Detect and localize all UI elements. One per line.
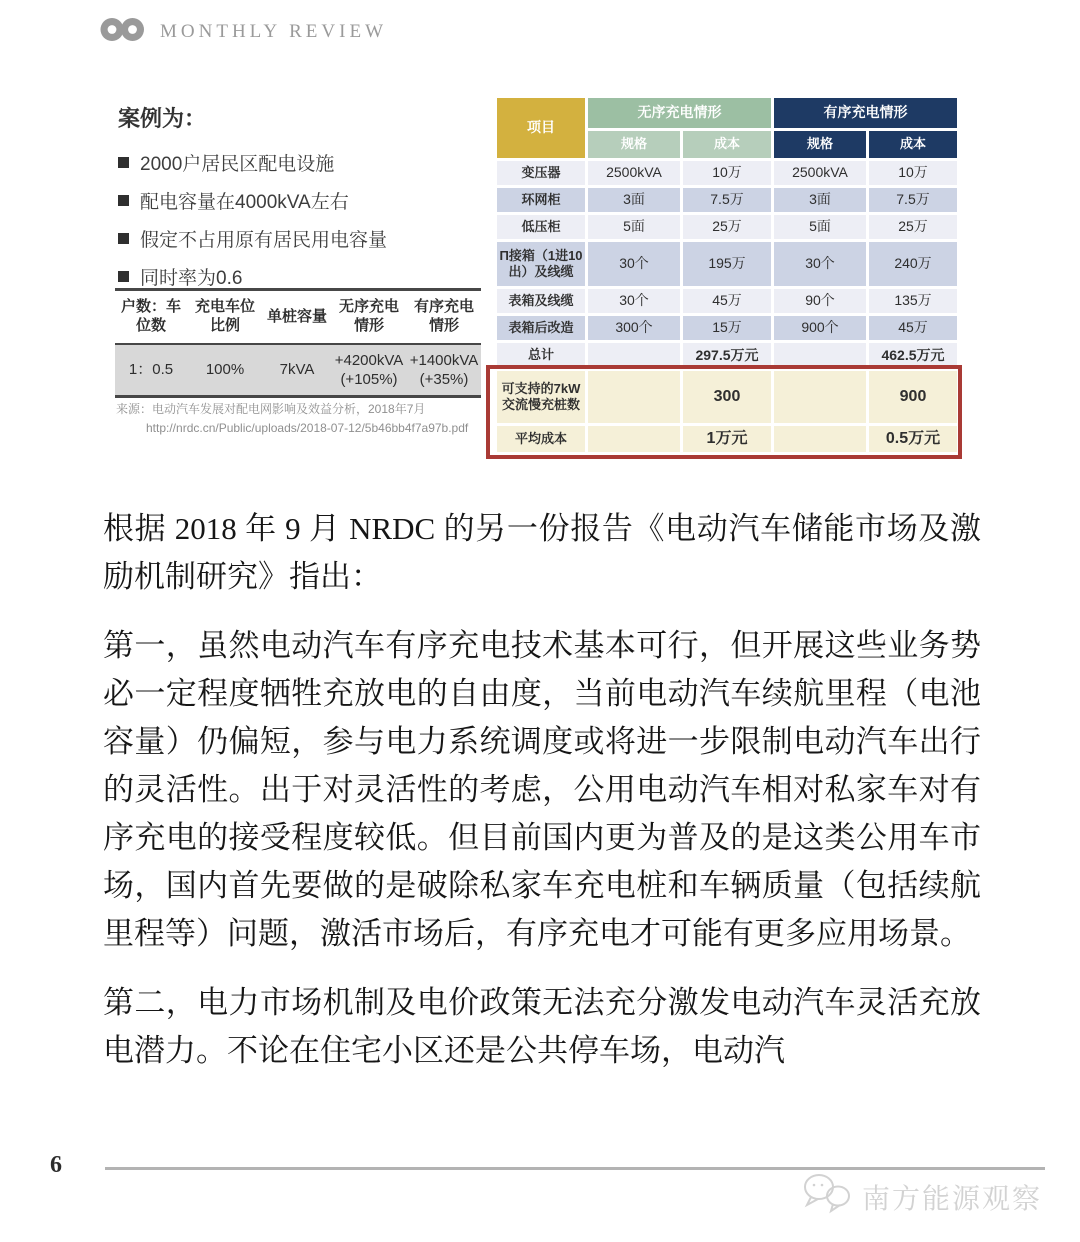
table-cell: 195万 (683, 242, 771, 286)
row-label-highlight: 可支持的7kW交流慢充桩数 (497, 371, 585, 423)
list-item (118, 149, 488, 176)
table-cell-highlight: 1万元 (683, 426, 771, 452)
row-label: 变压器 (497, 161, 585, 185)
chat-bubbles-logo-icon (800, 1172, 854, 1221)
masthead (100, 16, 387, 48)
column-header: 单桩容量 (266, 307, 327, 325)
table-cell: 2500kVA (588, 161, 680, 185)
case-panel (118, 102, 488, 301)
table-cell: 45万 (683, 289, 771, 313)
column-header: 有序充电情形 (413, 298, 474, 334)
case-title: 案例为： (118, 106, 207, 131)
bullet-text: 同时率为0.6 (140, 268, 243, 289)
table-cell: 90个 (774, 289, 866, 313)
table-cell: 100% (187, 345, 263, 395)
table-cell (774, 371, 866, 423)
table-cell-highlight: 900 (869, 371, 957, 423)
bullet-text: 配电容量在4000kVA左右 (140, 192, 349, 213)
co-rings-logo-icon (100, 16, 146, 48)
table-cell: 1：0.5 (115, 345, 187, 395)
source-line: 来源：电动汽车发展对配电网影响及效益分析，2018年7月 (116, 402, 426, 416)
column-group-ordered: 有序充电情形 (774, 98, 957, 128)
table-cell: 45万 (869, 316, 957, 340)
table-cell: 240万 (869, 242, 957, 286)
list-item (118, 187, 488, 214)
table-row (115, 345, 481, 395)
cost-comparison-table (497, 98, 957, 452)
watermark-text: 南方能源观察 (861, 1182, 1042, 1214)
table-cell (774, 426, 866, 452)
footer-divider (105, 1167, 1045, 1170)
list-item (118, 263, 488, 290)
table-cell: 30个 (588, 242, 680, 286)
table-cell: 30个 (588, 289, 680, 313)
row-label: 环网柜 (497, 188, 585, 212)
table-cell-highlight: 0.5万元 (869, 426, 957, 452)
paragraph: 第二，电力市场机制及电价政策无法充分激发电动汽车灵活充放电潜力。不论在住宅小区还是公共停车场，电动汽 (103, 985, 981, 1068)
table-cell: 15万 (683, 316, 771, 340)
bullet-square-icon (118, 271, 129, 282)
table-cell: 7kVA (263, 345, 331, 395)
row-label-highlight: 平均成本 (497, 426, 585, 452)
list-item (118, 225, 488, 252)
brand-title: MONTHLY REVIEW (160, 21, 387, 42)
table-cell (588, 371, 680, 423)
table-cell-highlight: 300 (683, 371, 771, 423)
column-header: 充电车位比例 (194, 298, 255, 334)
case-assumption-table (115, 288, 481, 398)
table-cell: 2500kVA (774, 161, 866, 185)
row-label: Π接箱（1进10出）及线缆 (497, 242, 585, 286)
column-group-unordered: 无序充电情形 (588, 98, 771, 128)
paragraph: 第一，虽然电动汽车有序充电技术基本可行，但开展这些业务势必一定程度牺牲充放电的自由度，当前电动汽车续航里程（电池容量）仍偏短，参与电力系统调度或将进一步限制电动汽车出行的灵活性。出于对灵活性的考虑，公用电动汽车相对私家车对有序充电的接受程度较低。但目前国内更为普及的是这类公用车市场，国内首先要做的是破除私家车充电桩和车辆质量（包括续航里程等）问题，激活市场后，有序充电才可能有更多应用场景。 (103, 628, 981, 951)
table-cell: 3面 (774, 188, 866, 212)
table-cell: 3面 (588, 188, 680, 212)
table-header-row (115, 291, 481, 345)
paragraph: 根据 2018 年 9 月 NRDC 的另一份报告《电动汽车储能市场及激励机制研究》指出： (103, 511, 981, 594)
column-header-cost: 成本 (869, 131, 957, 158)
table-cell: 135万 (869, 289, 957, 313)
column-header: 无序充电情形 (338, 298, 399, 334)
column-header-spec: 规格 (588, 131, 680, 158)
row-label: 低压柜 (497, 215, 585, 239)
row-label: 表箱及线缆 (497, 289, 585, 313)
table-cell: +4200kVA (+105%) (331, 345, 407, 395)
table-cell: 7.5万 (869, 188, 957, 212)
watermark (800, 1172, 1042, 1221)
table-cell: 30个 (774, 242, 866, 286)
table-cell: +1400kVA (+35%) (407, 345, 481, 395)
page-number: 6 (50, 1152, 62, 1178)
row-label-total: 总计 (497, 343, 585, 368)
table-cell (774, 343, 866, 368)
table-cell: 10万 (683, 161, 771, 185)
table-cell: 900个 (774, 316, 866, 340)
table-cell (588, 343, 680, 368)
bullet-text: 假定不占用原有居民用电容量 (140, 230, 388, 251)
table-cell-total: 297.5万元 (683, 343, 771, 368)
table-cell-total: 462.5万元 (869, 343, 957, 368)
table-cell: 10万 (869, 161, 957, 185)
table-cell (588, 426, 680, 452)
column-header-item: 项目 (497, 98, 585, 158)
source-note (116, 400, 468, 437)
table-cell: 25万 (869, 215, 957, 239)
table-cell: 300个 (588, 316, 680, 340)
row-label: 表箱后改造 (497, 316, 585, 340)
bullet-square-icon (118, 233, 129, 244)
bullet-square-icon (118, 195, 129, 206)
column-header-spec: 规格 (774, 131, 866, 158)
article-body (103, 505, 981, 1096)
bullet-text: 2000户居民区配电设施 (140, 154, 335, 175)
table-cell: 5面 (588, 215, 680, 239)
source-url: http://nrdc.cn/Public/uploads/2018-07-12/5b46bb4f7a97b.pdf (146, 420, 469, 435)
table-cell: 25万 (683, 215, 771, 239)
column-header-cost: 成本 (683, 131, 771, 158)
bullet-square-icon (118, 157, 129, 168)
table-cell: 7.5万 (683, 188, 771, 212)
case-bullet-list (118, 149, 488, 290)
column-header: 户数：车位数 (120, 298, 181, 334)
table-cell: 5面 (774, 215, 866, 239)
